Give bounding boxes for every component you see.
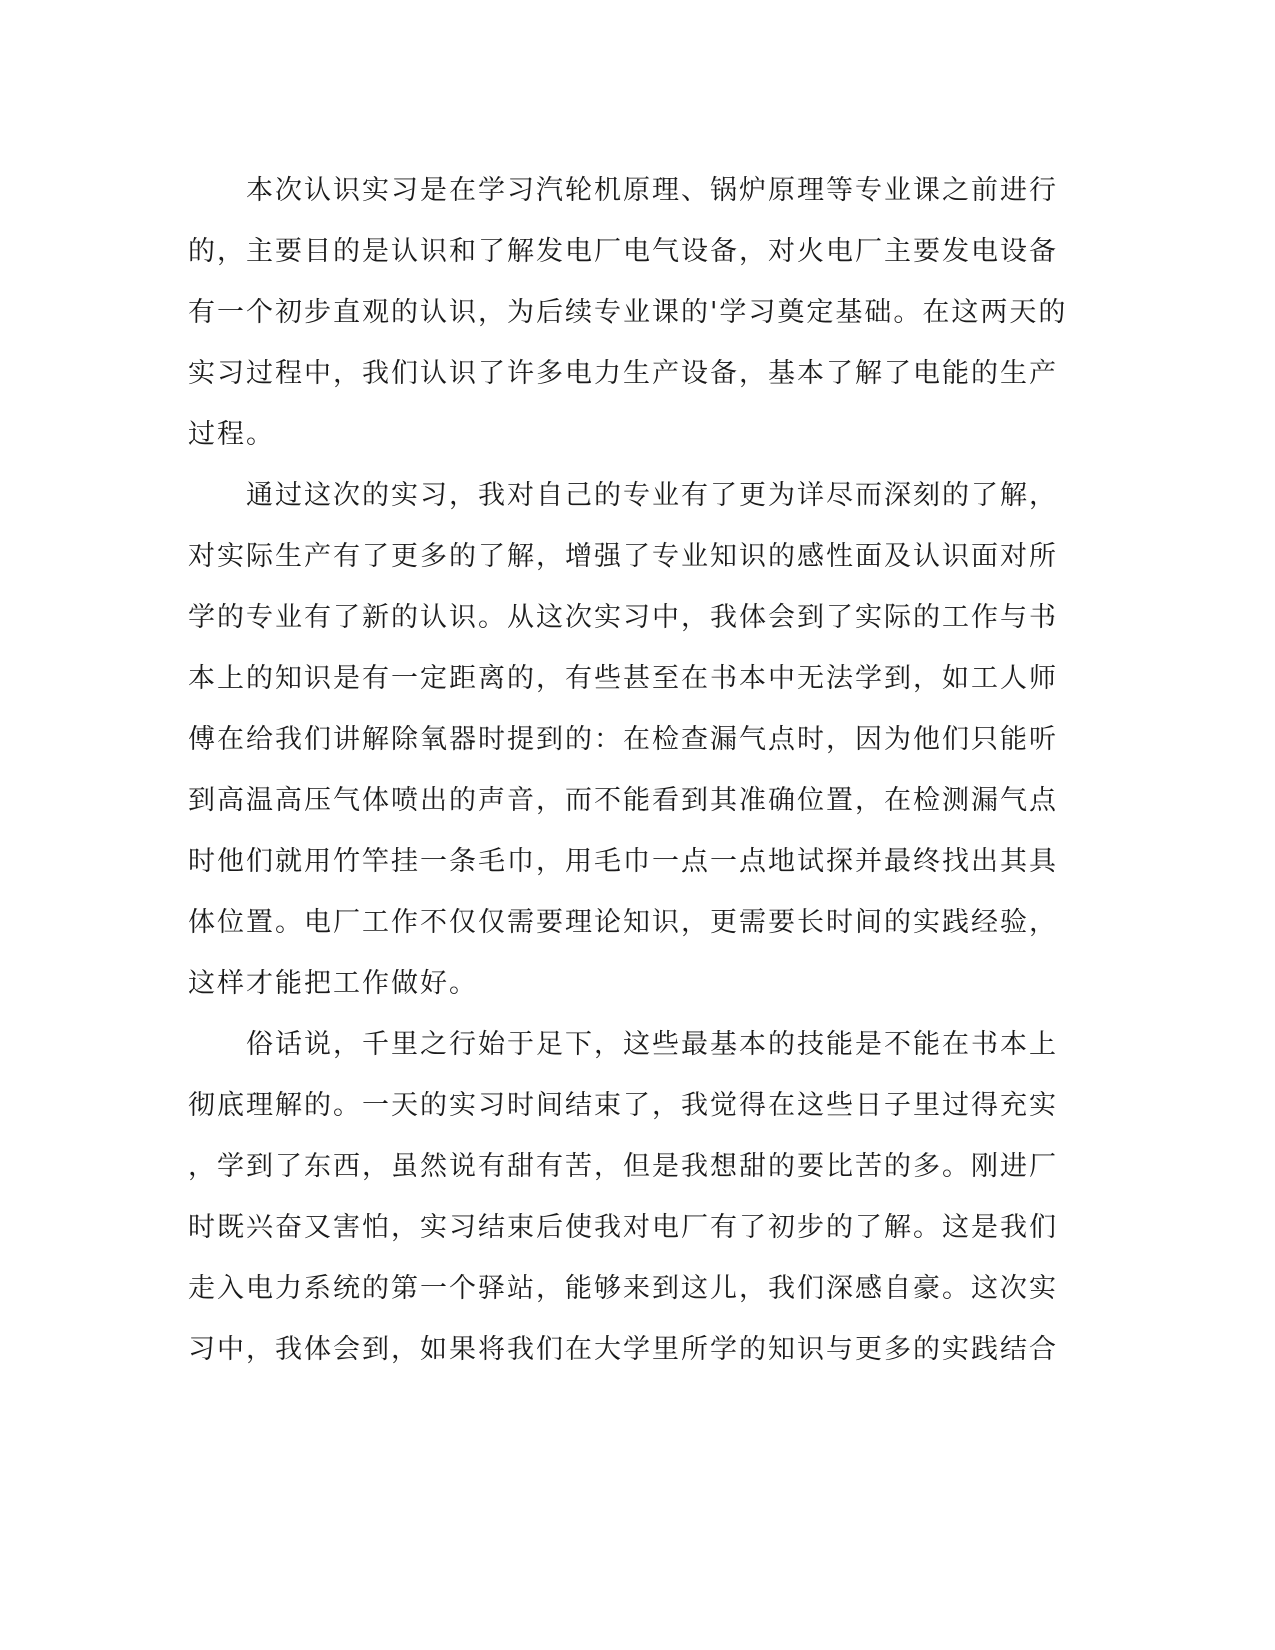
text-line: 习中，我体会到，如果将我们在大学里所学的知识与更多的实践结合 [188,1334,1058,1365]
text-line: 实习过程中，我们认识了许多电力生产设备，基本了解了电能的生产 [188,358,1058,389]
text-line: 对实际生产有了更多的了解，增强了专业知识的感性面及认识面对所 [188,541,1058,572]
text-line: 到高温高压气体喷出的声音，而不能看到其准确位置，在检测漏气点 [188,785,1058,816]
text-line: 俗话说，千里之行始于足下，这些最基本的技能是不能在书本上 [188,1029,1058,1060]
paragraph-2 [188,465,1068,1014]
text-line: 体位置。电厂工作不仅仅需要理论知识，更需要长时间的实践经验， [188,907,1058,938]
text-line: 时他们就用竹竿挂一条毛巾，用毛巾一点一点地试探并最终找出其具 [188,846,1058,877]
text-line: 走入电力系统的第一个驿站，能够来到这儿，我们深感自豪。这次实 [188,1273,1058,1304]
text-line: 彻底理解的。一天的实习时间结束了，我觉得在这些日子里过得充实 [188,1090,1058,1121]
paragraph-1 [188,160,1068,465]
text-line: 学的专业有了新的认识。从这次实习中，我体会到了实际的工作与书 [188,602,1058,633]
text-line: 通过这次的实习，我对自己的专业有了更为详尽而深刻的了解， [188,480,1058,511]
text-line: 这样才能把工作做好。 [188,968,478,999]
text-line: 有一个初步直观的认识，为后续专业课的'学习奠定基础。在这两天的 [188,297,1068,328]
text-line: 本次认识实习是在学习汽轮机原理、锅炉原理等专业课之前进行 [188,175,1058,206]
text-line: 过程。 [188,419,275,450]
text-line: 的，主要目的是认识和了解发电厂电气设备，对火电厂主要发电设备 [188,236,1058,267]
text-line: 本上的知识是有一定距离的，有些甚至在书本中无法学到，如工人师 [188,663,1058,694]
text-line: 傅在给我们讲解除氧器时提到的：在检查漏气点时，因为他们只能听 [188,724,1058,755]
text-line: 时既兴奋又害怕，实习结束后使我对电厂有了初步的了解。这是我们 [188,1212,1058,1243]
text-line: ，学到了东西，虽然说有甜有苦，但是我想甜的要比苦的多。刚进厂 [188,1151,1058,1182]
paragraph-3 [188,1014,1068,1380]
document-body [188,160,1068,1380]
